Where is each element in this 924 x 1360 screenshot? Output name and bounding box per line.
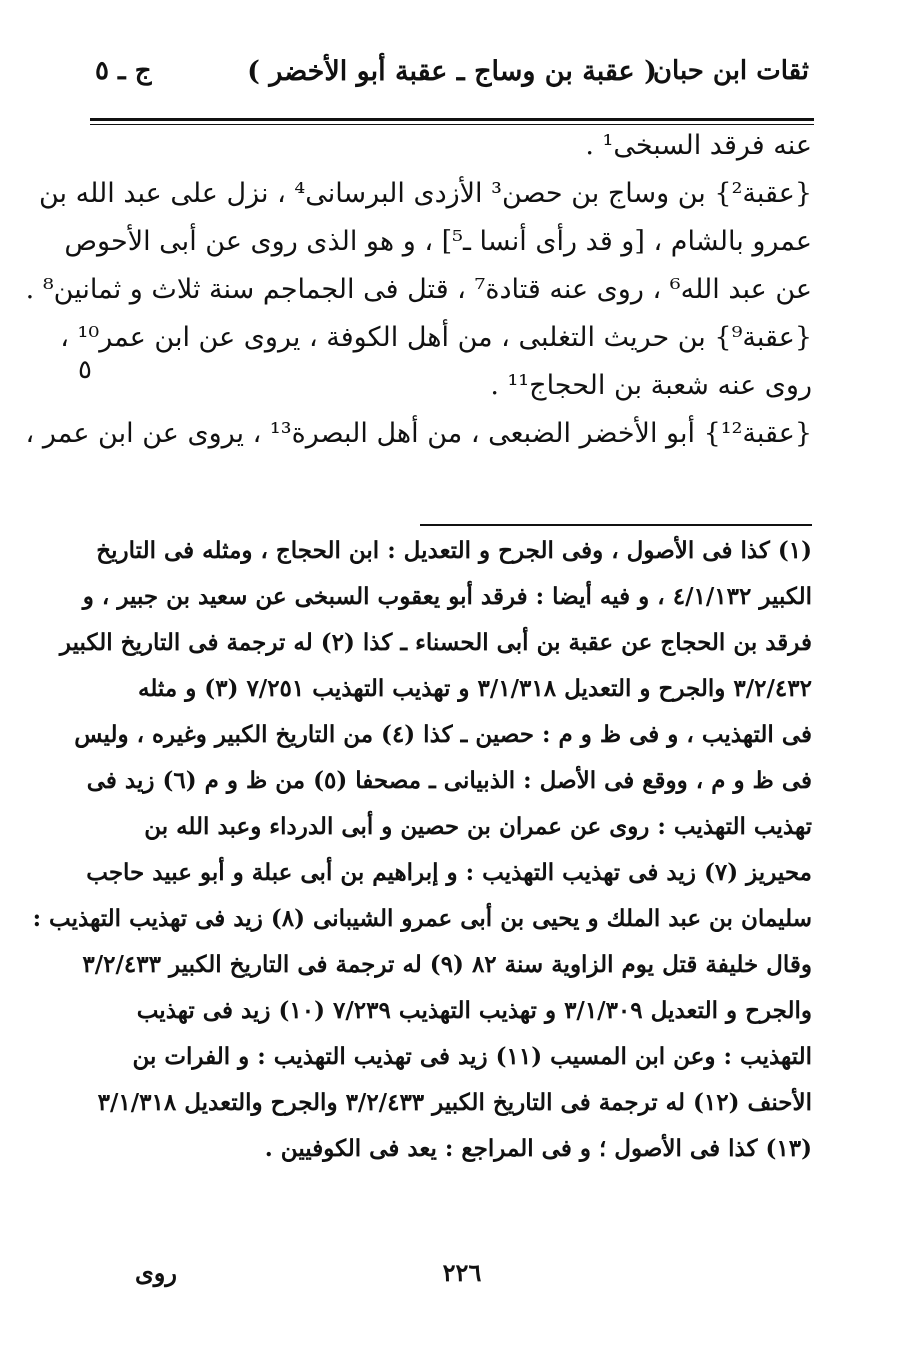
margin-line-number: ٥	[78, 355, 92, 385]
header-book-title: ثقات ابن حبان	[652, 56, 809, 86]
header-entry-range: ( عقبة بن وساج ـ عقبة أبو الأخضر )	[247, 56, 657, 87]
footnote-line: تهذيب التهذيب : روى عن عمران بن حصين و أبى الدرداء وعبد الله بن	[144, 813, 812, 840]
header-rule	[90, 118, 814, 121]
footnote-line: سليمان بن عبد الملك و يحيى بن أبى عمرو الشيبانى (٨) زيد فى تهذيب التهذيب :	[32, 905, 812, 932]
header-volume: ج ـ ٥	[95, 56, 152, 86]
body-line: {عقبة²} بن وساج بن حصن³ الأزدى البرسانى⁴ ، نزل على عبد الله بن	[38, 178, 812, 209]
footnote-line: وقال خليفة قتل يوم الزاوية سنة ٨٢ (٩) له ترجمة فى التاريخ الكبير ٣/٢/٤٣٣	[82, 951, 812, 978]
footnote-line: (١) كذا فى الأصول ، وفى الجرح و التعديل : ابن الحجاج ، ومثله فى التاريخ	[96, 537, 812, 564]
body-line: عنه فرقد السبخى¹ .	[585, 130, 812, 161]
body-line: روى عنه شعبة بن الحجاج¹¹ .	[490, 370, 812, 401]
body-line: {عقبة¹²} أبو الأخضر الضبعى ، من أهل البصرة¹³ ، يروى عن ابن عمر ،	[25, 418, 812, 449]
footnote-line: الأحنف (١٢) له ترجمة فى التاريخ الكبير ٣/٢/٤٣٣ والجرح والتعديل ٣/١/٣١٨	[97, 1089, 812, 1116]
running-header	[95, 50, 809, 106]
body-line: {عقبة⁹} بن حريث التغلبى ، من أهل الكوفة ، يروى عن ابن عمر¹⁰ ،	[60, 322, 812, 353]
footnote-line: الكبير ٤/١/١٣٢ ، و فيه أيضا : فرقد أبو يعقوب السبخى عن سعيد بن جبير ، و	[82, 583, 812, 610]
body-line: عن عبد الله⁶ ، روى عنه قتادة⁷ ، قتل فى الجماجم سنة ثلاث و ثمانين⁸ .	[25, 274, 812, 305]
footnote-line: محيريز (٧) زيد فى تهذيب التهذيب : و إبراهيم بن أبى عبلة و أبو عبيد حاجب	[86, 859, 812, 886]
footnote-line: فى ظ و م ، ووقع فى الأصل : الذبيانى ـ مصحفا (٥) من ظ و م (٦) زيد فى	[86, 767, 812, 794]
catchword: روى	[135, 1258, 177, 1287]
footnotes	[32, 528, 812, 1172]
footnote-line: فى التهذيب ، و فى ظ و م : حصين ـ كذا (٤) من التاريخ الكبير وغيره ، وليس	[74, 721, 812, 748]
footnote-separator	[420, 524, 812, 526]
footnote-line: (١٣) كذا فى الأصول ؛ و فى المراجع : يعد فى الكوفيين .	[264, 1135, 812, 1162]
footnote-line: فرقد بن الحجاج عن عقبة بن أبى الحسناء ـ كذا (٢) له ترجمة فى التاريخ الكبير	[59, 629, 812, 656]
body-line: عمرو بالشام ، [و قد رأى أنسا ـ⁵] ، و هو الذى روى عن أبى الأحوص	[64, 226, 812, 257]
page-footer	[0, 1258, 924, 1298]
page-number: ٢٢٦	[442, 1258, 482, 1287]
main-text	[25, 122, 812, 458]
footnote-line: والجرح و التعديل ٣/١/٣٠٩ و تهذيب التهذيب ٧/٢٣٩ (١٠) زيد فى تهذيب	[136, 997, 812, 1024]
footnote-line: التهذيب : وعن ابن المسيب (١١) زيد فى تهذيب التهذيب : و الفرات بن	[132, 1043, 812, 1070]
footnote-line: ٣/٢/٤٣٢ والجرح و التعديل ٣/١/٣١٨ و تهذيب التهذيب ٧/٢٥١ (٣) و مثله	[137, 675, 812, 702]
